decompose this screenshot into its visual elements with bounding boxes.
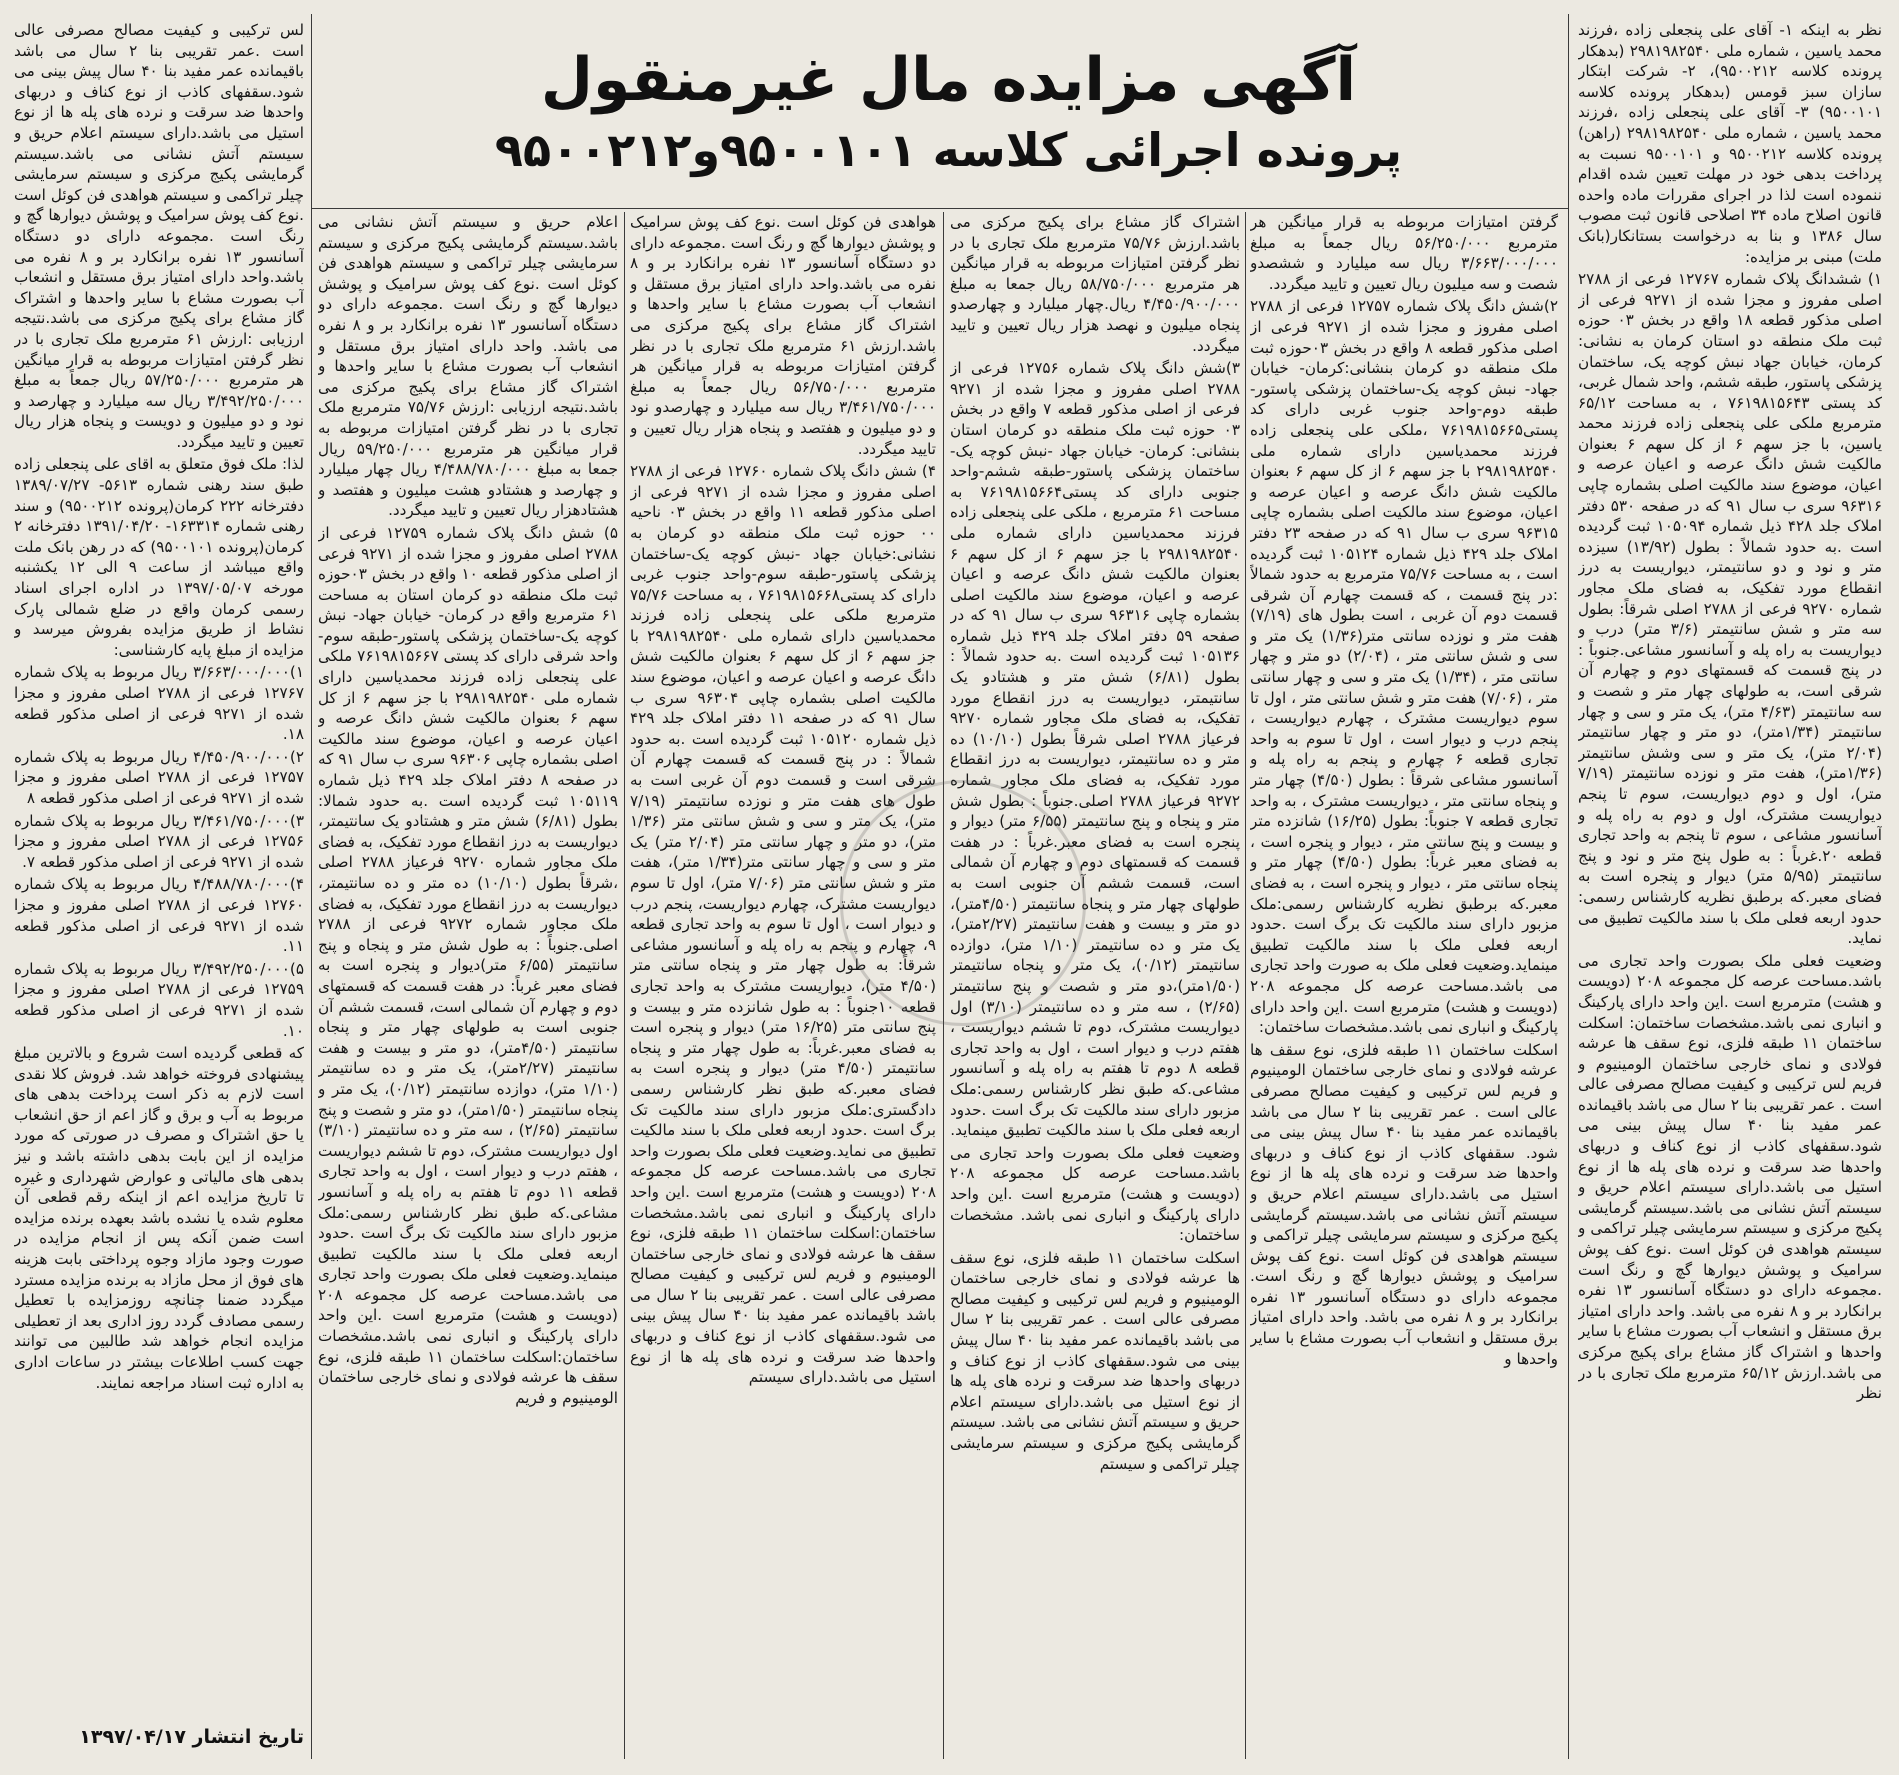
text-column-6 [14,20,304,1717]
announcement-header [318,36,1579,208]
paragraph: اعلام حریق و سیستم آتش نشانی می باشد.سیستم گرمایشی پکیج مرکزی و سیستم سرمایشی چیلر تراکمی و سیستم هواهدی فن کوئل است .نوع کف پوش سرامیک و پوشش دیوارها گچ و رنگ است .مجموعه دارای دو دستگاه آسانسور ۱۳ نفره برانکارد بر و ۸ نفره می باشد. واحد دارای امتیاز برق مستقل و انشعاب آب بصورت مشاع با سایر واحدها و اشتراک گاز مشاع برای پکیج مرکزی می باشد.نتیجه ارزیابی :ارزش ۷۵/۷۶ مترمربع ملک تجاری با در نظر گرفتن امتیازات مربوطه به قرار میانگین هر مترمربع ۵۹/۲۵۰/۰۰۰ ریال جمعا به مبلغ ۴/۴۸۸/۷۸۰/۰۰۰ ریال چهار میلیارد و چهارصد و هشتادو هشت میلیون و هفتصد و هشتادهزار ریال تعیین و تایید میگردد. [318,213,618,520]
paragraph: ۵)۳/۴۹۲/۲۵۰/۰۰۰ ریال مربوط به پلاک شماره ۱۲۷۵۹ فرعی از ۲۷۸۸ اصلی مفروز و مجزا شده از ۹۲۷۱ فرعی از اصلی مذکور قطعه ۱۰. [14,959,304,1040]
paragraph: ۲)۴/۴۵۰/۹۰۰/۰۰۰ ریال مربوط به پلاک شماره ۱۲۷۵۷ فرعی از ۲۷۸۸ اصلی مفروز و مجزا شده از ۹۲۷۱ فرعی از اصلی مذکور قطعه ۸ [14,747,304,807]
header-divider [311,208,1568,209]
paragraph: اسکلت ساختمان ۱۱ طبقه فلزی، نوع سقف ها عرشه فولادی و نمای خارجی ساختمان الومینیوم و فریم لس ترکیبی و کیفیت مصالح مصرفی عالی است . عمر تقریبی بنا ۲ سال می باشد باقیمانده عمر مفید بنا ۴۰ سال پیش بینی می شود. سقفهای کاذب از نوع کناف و دربهای واحدها ضد سرقت و نرده های پله ها از نوع استیل می باشد.دارای سیستم اعلام حریق و سیستم آتش نشانی می باشد.سیستم گرمایشی پکیج مرکزی و سیستم سرمایشی چیلر تراکمی و سیستم هواهدی فن کوئل است .نوع کف پوش سرامیک و پوشش دیوارها گچ و رنگ است. مجموعه دارای دو دستگاه آسانسور ۱۳ نفره برانکارد بر و ۸ نفره می باشد. واحد دارای امتیاز برق مستقل و انشعاب آب بصورت مشاع با سایر واحدها و [1250,1040,1558,1368]
column-divider [1568,14,1569,1759]
paragraph: ۲)شش دانگ پلاک شماره ۱۲۷۵۷ فرعی از ۲۷۸۸ اصلی مفروز و مجزا شده از ۹۲۷۱ فرعی از اصلی مذکور قطعه ۸ واقع در بخش ۰۳حوزه ثبت ملک منطقه دو کرمان بنشانی:کرمان- خیابان جهاد- نبش کوچه یک-ساختمان پزشکی پاستور-طبقه دوم-واحد جنوب غربی دارای کد پستی۷۶۱۹۸۱۵۶۶۵ ،ملکی علی پنجعلی زاده فرزند محمدیاسین دارای شماره ملی ۲۹۸۱۹۸۲۵۴۰ با جز سهم ۶ از کل سهم ۶ بعنوان مالکیت شش دانگ عرصه و اعیان عرصه و اعیان، موضوع سند مالکیت اصلی بشماره چاپی ۹۶۳۱۵ سری ب سال ۹۱ که در صفحه ۲۳ دفتر املاک جلد ۴۲۹ ذیل شماره ۱۰۵۱۲۴ ثبت گردیده است ، به مساحت ۷۵/۷۶ مترمربع به حدود شمالاً :در پنج قسمت ، که قسمت چهارم آن شرقی قسمت دوم آن غربی ، است بطول های (۷/۱۹) هفت متر و نوزده سانتی متر(۱/۳۶) یک متر و سی و شش سانتی متر ، (۲/۰۴) دو متر و چهار سانتی متر ، (۱/۳۴) یک متر و سی و چهار سانتی متر ، (۷/۰۶) هفت متر و شش سانتی متر ، اول تا سوم دیواریست مشترک ، چهارم دیواریست ، پنجم درب و دیوار است ، اول تا سوم به واحد تجاری قطعه ۶ چهارم و پنجم به راه پله و آسانسور مشاعی شرقاً : بطول (۴/۵۰) چهار متر و پنجاه سانتی متر ، دیواریست مشترک ، به واحد تجاری قطعه ۷ جنوباً: بطول (۱۶/۲۵) شانزده متر و بیست و پنج سانتی متر ، دیوار و پنجره است ، به فضای معبر غرباً: بطول (۴/۵۰) چهار متر و پنجاه سانتی متر ، دیوار و پنجره است ، به فضای معبر.که برطبق نظریه کارشناس رسمی:ملک مزبور دارای سند مالکیت تک برگ است .حدود اربعه فعلی ملک با سند مالکیت تطبیق مینماید.وضعیت فعلی ملک به صورت واحد تجاری می باشد.مساحت عرصه کل مجموعه ۲۰۸ (دویست و هشت) مترمربع است .این واحد دارای پارکینگ و انباری نمی باشد.مشخصات ساختمان: [1250,297,1558,1037]
watermark-stamp [840,780,1086,1026]
text-column-5 [318,212,618,1757]
column-divider [1245,212,1246,1759]
column-divider [624,212,625,1759]
paragraph: گرفتن امتیازات مربوطه به قرار میانگین هر مترمربع ۵۶/۲۵۰/۰۰۰ ریال جمعاً به مبلغ ۳/۶۶۳/۰۰۰/۰۰۰ ریال سه میلیارد و ششصدو شصت و سه میلیون ریال تعیین و تایید میگردد. [1250,213,1558,293]
paragraph: نظر به اینکه ۱- آقای علی پنجعلی زاده ،فرزند محمد یاسین ، شماره ملی ۲۹۸۱۹۸۲۵۴۰ (بدهکار پرونده کلاسه ۹۵۰۰۲۱۲)، ۲- شرکت ابتکار سازان سبز قومس (بدهکار پرونده کلاسه ۹۵۰۰۱۰۱) ۳- آقای علی پنجعلی زاده ،فرزند محمد یاسین ، شماره ملی ۲۹۸۱۹۸۲۵۴۰ (راهن) پرونده کلاسه ۹۵۰۰۲۱۲ و ۹۵۰۰۱۰۱ نسبت به پرداخت بدهی خود در مهلت تعیین شده اقدام ننموده است لذا در اجرای مقررات ماده واحده قانون اصلاح ماده ۳۴ اصلاحی قانون ثبت مصوب سال ۱۳۸۶ و بنا به درخواست بستانکار(بانک ملت) مبنی بر مزایده: [1578,21,1882,266]
text-column-1 [1578,20,1882,1757]
text-column-2 [1250,212,1558,1757]
paragraph: اشتراک گاز مشاع برای پکیج مرکزی می باشد.ارزش ۷۵/۷۶ مترمربع ملک تجاری با در نظر گرفتن امتیازات مربوطه به قرار میانگین هر مترمربع ۵۸/۷۵۰/۰۰۰ ریال جمعا به مبلغ ۴/۴۵۰/۹۰۰/۰۰۰ ریال.چهار میلیارد و چهارصدو پنجاه میلیون و نهصد هزار ریال تعیین و تایید میگردد. [950,213,1240,355]
paragraph: اسکلت ساختمان ۱۱ طبقه فلزی، نوع سقف ها عرشه فولادی و نمای خارجی ساختمان الومینیوم و فریم لس ترکیبی و کیفیت مصالح مصرفی عالی است . عمر تقریبی بنا ۲ سال می باشد باقیمانده عمر مفید بنا ۴۰ سال پیش بینی می شود.سقفهای کاذب از نوع کناف و دربهای واحدها ضد سرقت و نرده های پله ها از نوع استیل می باشد.دارای سیستم اعلام حریق و سیستم آتش نشانی می باشد. سیستم گرمایشی پکیج مرکزی و سیستم سرمایشی چیلر تراکمی و سیستم [950,1248,1240,1473]
publication-date: تاریخ انتشار ۱۳۹۷/۰۴/۱۷ [79,1726,304,1748]
announcement-title: آگهی مزایده مال غیرمنقول [540,45,1357,115]
column-divider [311,14,312,1759]
paragraph: لذا: ملک فوق متعلق به اقای علی پنجعلی زاده طبق سند رهنی شماره ۵۶۱۳- ۱۳۸۹/۰۷/۲۷ دفترخانه ۲۲۲ کرمان(پرونده ۹۵۰۰۲۱۲) و سند رهنی شماره ۱۶۳۳۱۴- ۱۳۹۱/۰۴/۲۰ دفترخانه ۲ کرمان(پرونده ۹۵۰۰۱۰۱) که در رهن بانک ملت واقع میباشد از ساعت ۹ الی ۱۲ یکشنبه مورخه ۱۳۹۷/۰۵/۰۷ در اداره اجرای اسناد رسمی کرمان واقع در ضلع شمالی پارک نشاط از طریق مزایده بفروش میرسد و مزایده از مبلغ پایه کارشناسی: [14,455,304,659]
paragraph: هواهدی فن کوئل است .نوع کف پوش سرامیک و پوشش دیوارها گچ و رنگ است .مجموعه دارای دو دستگاه آسانسور ۱۳ نفره برانکارد بر و ۸ نفره می باشد.واحد دارای امتیاز برق مستقل و انشعاب آب بصورت مشاع با سایر واحدها و اشتراک گاز مشاع برای پکیج مرکزی می باشد.ارزش ۶۱ مترمربع ملک تجاری با در نظر گرفتن امتیازات مربوطه به قرار میانگین هر مترمربع ۵۶/۷۵۰/۰۰۰ ریال جمعاً به مبلغ ۳/۴۶۱/۷۵۰/۰۰۰ ریال سه میلیارد و چهارصدو نود و دو میلیون و هفتصد و پنجاه هزار ریال تعیین و تایید میگردد. [630,213,936,458]
paragraph: ۴)۴/۴۸۸/۷۸۰/۰۰۰ ریال مربوط به پلاک شماره ۱۲۷۶۰ فرعی از ۲۷۸۸ اصلی مفروز و مجزا شده از ۹۲۷۱ فرعی از اصلی مذکور قطعه ۱۱. [14,875,304,956]
paragraph: ۵) شش دانگ پلاک شماره ۱۲۷۵۹ فرعی از ۲۷۸۸ اصلی مفروز و مجزا شده از ۹۲۷۱ فرعی از اصلی مذکور قطعه ۱۰ واقع در بخش ۰۳حوزه ثبت ملک منطقه دو کرمان استان به مساحت ۶۱ مترمربع واقع در کرمان- خیابان جهاد- نبش کوچه یک-ساختمان پزشکی پاستور-طبقه سوم-واحد شرقی دارای کد پستی ۷۶۱۹۸۱۵۶۶۷ ملکی علی پنجعلی زاده فرزند محمدیاسین دارای شماره ملی ۲۹۸۱۹۸۲۵۴۰ با جز سهم ۶ از کل سهم ۶ بعنوان مالکیت شش دانگ عرصه و اعیان عرصه و اعیان، موضوع سند مالکیت اصلی بشماره چاپی ۹۶۳۰۶ سری ب سال ۹۱ که در صفحه ۸ دفتر املاک جلد ۴۲۹ ذیل شماره ۱۰۵۱۱۹ ثبت گردیده است .به حدود شمالا: بطول (۶/۸۱) شش متر و هشتادو یک سانتیمتر، دیواریست به درز انقطاع مورد تفکیک، به فضای ملک مجاور شماره ۹۲۷۰ فرعیاز ۲۷۸۸ اصلی ،شرقاً بطول (۱۰/۱۰) ده متر و ده سانتیمتر، دیواریست به درز انقطاع مورد تفکیک، به فضای ملک مجاور شماره ۹۲۷۲ فرعی از ۲۷۸۸ اصلی.جنوباً : به طول شش متر و پنجاه و پنج سانتیمتر (۶/۵۵ متر)دیوار و پنجره است به فضای معبر غرباً: در هفت قسمت که قسمتهای دوم و چهارم آن شمالی است، قسمت ششم آن جنوبی است به طولهای چهار متر و پنجاه سانتیمتر (۴/۵۰متر)، دو متر و بیست و هفت سانتیمتر (۲/۲۷متر)، یک متر و ده سانتیمتر (۱/۱۰ متر)، دوازده سانتیمتر (۰/۱۲)، یک متر و پنجاه سانتیمتر (۱/۵۰متر)، دو متر و شصت و پنج سانتیمتر (۲/۶۵) ، سه متر و ده سانتیمتر (۳/۱۰) اول دیواریست مشترک، دوم تا ششم دیواریست ، هفتم درب و دیوار است ، اول به واحد تجاری قطعه ۱۱ دوم تا هفتم به راه پله و آسانسور مشاعی.که طبق نظر کارشناس رسمی:ملک مزبور دارای سند مالکیت تک برگ است .حدود اربعه فعلی ملک با سند مالکیت تطبیق مینماید.وضعیت فعلی ملک بصورت واحد تجاری می باشد.مساحت عرصه کل مجموعه ۲۰۸ (دویست و هشت) مترمربع است .این واحد دارای پارکینگ و انباری نمی باشد.مشخصات ساختمان:اسکلت ساختمان ۱۱ طبقه فلزی، نوع سقف ها عرشه فولادی و نمای خارجی ساختمان الومینیوم و فریم [318,523,618,1407]
paragraph: وضعیت فعلی ملک بصورت واحد تجاری می باشد.مساحت عرصه کل مجموعه ۲۰۸ (دویست و هشت) مترمربع است .این واحد دارای پارکینگ و انباری نمی باشد.مشخصات ساختمان: اسکلت ساختمان ۱۱ طبقه فلزی، نوع سقف ها عرشه فولادی و نمای خارجی ساختمان الومینیوم و فریم لس ترکیبی و کیفیت مصالح مصرفی عالی است . عمر تقریبی بنا ۲ سال می باشد باقیمانده عمر مفید بنا ۴۰ سال پیش بینی می شود.سقفهای کاذب از نوع کناف و دربهای واحدها ضد سرقت و نرده های پله ها از نوع استیل می باشد.دارای سیستم اعلام حریق و سیستم آتش نشانی می باشد.سیستم گرمایشی پکیج مرکزی و سیستم سرمایشی چیلر تراکمی و سیستم هواهدی فن کوئل است .نوع کف پوش سرامیک و پوشش دیوارها گچ و رنگ است .مجموعه دارای دو دستگاه آسانسور ۱۳ نفره برانکارد بر و ۸ نفره می باشد. واحد دارای امتیاز برق مستقل و انشعاب آب بصورت مشاع با سایر واحدها و اشتراک گاز مشاع برای پکیج مرکزی می باشد.ارزش ۶۵/۱۲ مترمربع ملک تجاری با در نظر [1578,951,1882,1403]
paragraph: ۳)شش دانگ پلاک شماره ۱۲۷۵۶ فرعی از ۲۷۸۸ اصلی مفروز و مجزا شده از ۹۲۷۱ فرعی از اصلی مذکور قطعه ۷ واقع در بخش ۰۳ حوزه ثبت ملک منطقه دو کرمان استان بنشانی: کرمان- خیابان جهاد -نبش کوچه یک-ساختمان پزشکی پاستور-طبقه ششم-واحد جنوبی دارای کد پستی۷۶۱۹۸۱۵۶۶۴ به مساحت ۶۱ مترمربع ، ملکی علی پنجعلی زاده فرزند محمدیاسین دارای شماره ملی ۲۹۸۱۹۸۲۵۴۰ با جز سهم ۶ از کل سهم ۶ بعنوان مالکیت شش دانگ عرصه و اعیان عرصه و اعیان، موضوع سند مالکیت اصلی بشماره چاپی ۹۶۳۱۶ سری ب سال ۹۱ که در صفحه ۵۹ دفتر املاک جلد ۴۲۹ ذیل شماره ۱۰۵۱۳۶ ثبت گردیده است .به حدود شمالاً : بطول (۶/۸۱) شش متر و هشتادو یک سانتیمتر، دیواریست به درز انقطاع مورد تفکیک، به فضای ملک مجاور شماره ۹۲۷۰ فرعیاز ۲۷۸۸ اصلی شرقاً بطول (۱۰/۱۰) ده متر و ده سانتیمتر، دیواریست به درز انقطاع مورد تفکیک، به فضای ملک مجاور شماره ۹۲۷۲ فرعیاز ۲۷۸۸ اصلی.جنوباً : بطول شش متر و پنجاه و پنج سانتیمتر (۶/۵۵ متر) دیوار و پنجره است به فضای معبر.غرباً : در هفت قسمت که قسمتهای دوم و چهارم آن شمالی است، قسمت ششم آن جنوبی است به طولهای چهار متر و پنجاه سانتیمتر (۴/۵۰متر)، دو متر و بیست و هفت سانتیمتر (۲/۲۷متر)، یک متر و ده سانتیمتر (۱/۱۰ متر)، دوازده سانتیمتر (۰/۱۲)، یک متر و پنجاه سانتیمتر (۱/۵۰متر)،دو متر و شصت و پنج سانتیمتر (۲/۶۵) ، سه متر و ده سانتیمتر (۳/۱۰) اول دیواریست مشترک، دوم تا ششم دیواریست ، هفتم درب و دیوار است ، اول به واحد تجاری قطعه ۸ دوم تا هفتم به راه پله و آسانسور مشاعی.که طبق نظر کارشناس رسمی:ملک مزبور دارای سند مالکیت تک برگ است .حدود اربعه فعلی ملک با سند مالکیت تطبیق مینماید. [950,359,1240,1140]
paragraph: که قطعی گردیده است شروع و بالاترین مبلغ پیشنهادی فروخته خواهد شد. فروش کلا نقدی است لازم به ذکر است پرداخت بدهی های مربوط به آب و برق و گاز اعم از حق انشعاب یا حق اشتراک و مصرف در صورتی که مورد مزایده از این بابت بدهی داشته باشد و نیز بدهی های مالیاتی و عوارض شهرداری و غیره تا تاریخ مزایده اعم از اینکه رقم قطعی آن معلوم شده یا نشده باشد بعهده برنده مزایده است ضمن آنکه پس از انجام مزایده در صورت وجود مازاد وجوه پرداختی بابت هزینه های فوق از محل مازاد به برنده مزایده مسترد میگردد ضمنا چنانچه روزمزایده با تعطیل رسمی مصادف گردد روز اداری بعد از تعطیلی مزایده انجام خواهد شد طالبین می توانند جهت کسب اطلاعات بیشتر در ساعات اداری به اداره ثبت اسناد مراجعه نمایند. [14,1044,304,1392]
paragraph: ۴) شش دانگ پلاک شماره ۱۲۷۶۰ فرعی از ۲۷۸۸ اصلی مفروز و مجزا شده از ۹۲۷۱ فرعی از اصلی مذکور قطعه ۱۱ واقع در بخش ۰۳ ناحیه ۰۰ حوزه ثبت ملک منطقه دو کرمان به نشانی:خیابان جهاد -نبش کوچه یک-ساختمان پزشکی پاستور-طبقه سوم-واحد جنوب غربی دارای کد پستی۷۶۱۹۸۱۵۶۶۸ ، به مساحت ۷۵/۷۶ مترمربع ملکی علی پنجعلی زاده فرزند محمدیاسین دارای شماره ملی ۲۹۸۱۹۸۲۵۴۰ با جز سهم ۶ از کل سهم ۶ بعنوان مالکیت شش دانگ عرصه و اعیان عرصه و اعیان، موضوع سند مالکیت اصلی بشماره چاپی ۹۶۳۰۴ سری ب سال ۹۱ که در صفحه ۱۱ دفتر املاک جلد ۴۲۹ ذیل شماره ۱۰۵۱۲۰ ثبت گردیده است .به حدود شمالاً : در پنج قسمت که قسمت چهارم آن شرقی است و قسمت دوم آن غربی است به طول های هفت متر و نوزده سانتیمتر (۷/۱۹ متر)، یک متر و سی و شش سانتی متر (۱/۳۶ متر)، دو متر و چهار سانتی متر (۲/۰۴ متر) یک متر و سی و چهار سانتی متر(۱/۳۴ متر)، هفت متر و شش سانتی متر (۷/۰۶ متر)، اول تا سوم دیواریست مشترک، چهارم دیواریست، پنجم درب و دیوار است ، اول تا سوم به واحد تجاری قطعه ۹، چهارم و پنجم به راه پله و آسانسور مشاعی شرقاً: به طول چهار متر و پنجاه سانتی متر (۴/۵۰ متر)، دیواریست مشترک به واحد تجاری قطعه ۱۰جنوباً : به طول شانزده متر و بیست و پنج سانتی متر (۱۶/۲۵ متر) دیوار و پنجره است به فضای معبر.غرباً: به طول چهار متر و پنجاه سانتیمتر (۴/۵۰ متر) دیوار و پنجره است به فضای معبر.که طبق نظر کارشناس رسمی دادگستری:ملک مزبور دارای سند مالکیت تک برگ است .حدود اربعه فعلی ملک با سند مالکیت تطبیق می نماید.وضعیت فعلی ملک بصورت واحد تجاری می باشد.مساحت عرصه کل مجموعه ۲۰۸ (دویست و هشت) مترمربع است .این واحد دارای پارکینگ و انباری نمی باشد.مشخصات ساختمان:اسکلت ساختمان ۱۱ طبقه فلزی، نوع سقف ها عرشه فولادی و نمای خارجی ساختمان الومینیوم و فریم لس ترکیبی و کیفیت مصالح مصرفی عالی است . عمر تقریبی بنا ۲ سال می باشد باقیمانده عمر مفید بنا ۴۰ سال پیش بینی می شود.سقفهای کاذب از نوع کناف و دربهای واحدها ضد سرقت و نرده های پله ها از نوع استیل می باشد.دارای سیستم [630,462,936,1387]
paragraph: وضعیت فعلی ملک بصورت واحد تجاری می باشد.مساحت عرصه کل مجموعه ۲۰۸ (دویست و هشت) مترمربع است .این واحد دارای پارکینگ و انباری نمی باشد. مشخصات ساختمان: [950,1143,1240,1245]
case-number-subtitle: پرونده اجرائی کلاسه ۹۵۰۰۱۰۱و۹۵۰۰۲۱۲ [494,123,1403,177]
paragraph: لس ترکیبی و کیفیت مصالح مصرفی عالی است .عمر تقریبی بنا ۲ سال می باشد باقیمانده عمر مفید بنا ۴۰ سال پیش بینی می شود.سقفهای کاذب از نوع کناف و دربهای واحدها ضد سرقت و نرده های پله ها از نوع استیل می باشد.دارای سیستم اعلام حریق و سیستم آتش نشانی می باشد.سیستم گرمایشی پکیج مرکزی و سیستم سرمایشی چیلر تراکمی و سیستم هواهدی فن کوئل است .نوع کف پوش سرامیک و پوشش دیوارها گچ و رنگ است .مجموعه دارای دو دستگاه آسانسور ۱۳ نفره برانکارد بر و ۸ نفره می باشد.واحد دارای امتیاز برق مستقل و انشعاب آب بصورت مشاع با سایر واحدها و اشتراک گاز مشاع برای پکیج مرکزی می باشد.نتیجه ارزیابی :ارزش ۶۱ مترمربع ملک تجاری با در نظر گرفتن امتیازات مربوطه به قرار میانگین هر مترمربع ۵۷/۲۵۰/۰۰۰ ریال جمعاً به مبلغ ۳/۴۹۲/۲۵۰/۰۰۰ ریال سه میلیارد و چهارصد و نود و دو میلیون و دویست و پنجاه هزار ریال تعیین و تایید میگردد. [14,21,304,451]
paragraph: ۱)۳/۶۶۳/۰۰۰/۰۰۰ ریال مربوط به پلاک شماره ۱۲۷۶۷ فرعی از ۲۷۸۸ اصلی مفروز و مجزا شده از ۹۲۷۱ فرعی از اصلی مذکور قطعه ۱۸. [14,663,304,744]
paragraph: ۱) ششدانگ پلاک شماره ۱۲۷۶۷ فرعی از ۲۷۸۸ اصلی مفروز و مجزا شده از ۹۲۷۱ فرعی از اصلی مذکور قطعه ۱۸ واقع در بخش ۰۳ حوزه ثبت ملک منطقه دو استان کرمان به نشانی: کرمان، خیابان جهاد نبش کوچه یک، ساختمان پزشکی پاستور، طبقه ششم، واحد شمال غربی، کد پستی ۷۶۱۹۸۱۵۶۴۳ ، به مساحت ۶۵/۱۲ مترمربع ملکی علی پنجعلی زاده فرزند محمد یاسین، با جز سهم ۶ از کل سهم ۶ بعنوان مالکیت شش دانگ عرصه و اعیان عرصه و اعیان، موضوع سند مالکیت اصلی بشماره چاپی ۹۶۳۱۶ سری ب سال ۹۱ که در صفحه ۵۳۰ دفتر املاک جلد ۴۲۸ ذیل شماره ۱۰۵۰۹۴ ثبت گردیده است .به حدود شمالاً : بطول (۱۳/۹۲) سیزده متر و نود و دو سانتیمتر، دیواریست به درز انقطاع مورد تفکیک، به فضای ملک مجاور شماره ۹۲۷۰ فرعی از ۲۷۸۸ اصلی شرقاً: بطول سه متر و شش سانتیمتر (۳/۶ متر) درب و دیواریست به راه پله و آسانسور مشاعی.جنوباً : در پنج قسمت که قسمتهای دوم و چهارم آن شرقی است، به طولهای چهار متر و شصت و سه سانتیمتر (۴/۶۳ متر)، یک متر و سی و چهار سانتیمتر (۱/۳۴متر)، دو متر و چهار سانتیمتر (۲/۰۴ متر)، یک متر و سی وشش سانتیمتر (۱/۳۶متر)، هفت متر و نوزده سانتیمتر (۷/۱۹ متر)، اول و دوم دیواریست، سوم تا پنجم دیواریست مشترک، اول و دوم به راه پله و آسانسور مشاعی ، سوم تا پنجم به واحد تجاری قطعه ۲۰.غرباً : به طول پنج متر و نود و پنج سانتیمتر (۵/۹۵ متر) دیوار و پنجره است به فضای معبر.که برطبق نظریه کارشناس رسمی: حدود اربعه فعلی ملک با سند مالکیت تطبیق می نماید. [1578,270,1882,948]
paragraph: ۳)۳/۴۶۱/۷۵۰/۰۰۰ ریال مربوط به پلاک شماره ۱۲۷۵۶ فرعی از ۲۷۸۸ اصلی مفروز و مجزا شده از ۹۲۷۱ فرعی از اصلی مذکور قطعه ۷. [14,811,304,871]
